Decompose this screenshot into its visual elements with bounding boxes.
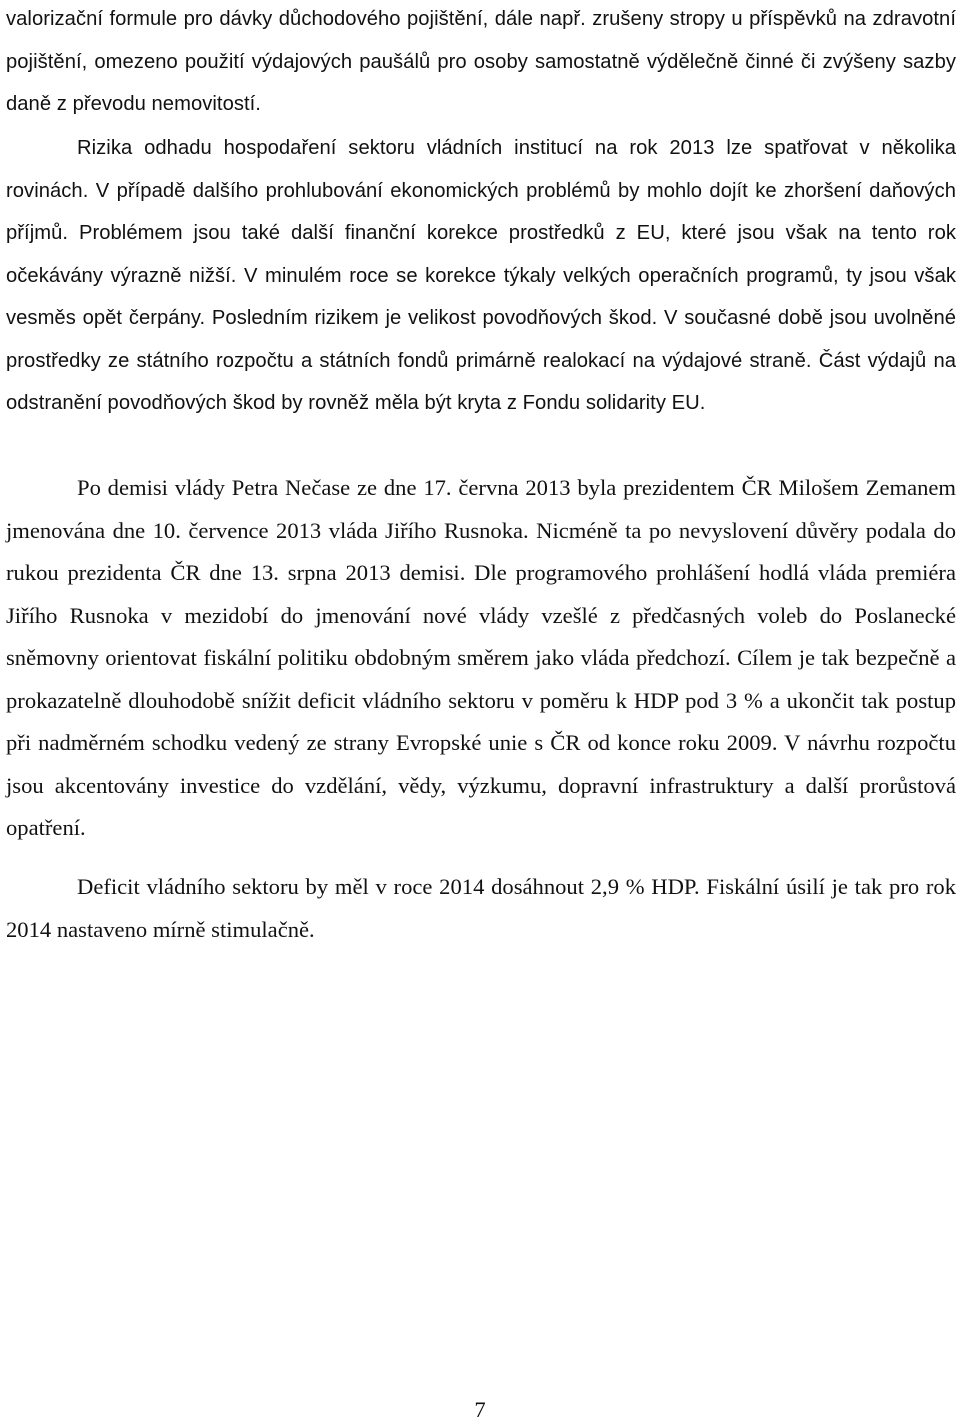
page-number: 7 bbox=[474, 1397, 486, 1422]
paragraph-deficit-2014: Deficit vládního sektoru by měl v roce 2014 dosáhnout 2,9 % HDP. Fiskální úsilí je tak pro rok 2014 nastaveno mírně stimulačně. bbox=[6, 874, 956, 942]
paragraph-risks-2013: Rizika odhadu hospodaření sektoru vládních institucí na rok 2013 lze spatřovat v několika rovinách. V případě dalšího prohlubování ekonomických problémů by mohlo dojít ke zhoršení daňových příjmů. Problémem jsou také další finanční korekce prostředků z EU, které jsou však na tento rok očekávány výrazně nižší. V minulém roce se korekce týkaly velkých operačních programů, ty jsou však vesměs opět čerpány. Posledním rizikem je velikost povodňových škod. V současné době jsou uvolněné prostředky ze státního rozpočtu a státních fondů primárně realokací na výdajové straně. Část výdajů na odstranění povodňových škod by rovněž měla být kryta z Fondu solidarity EU. bbox=[6, 137, 956, 414]
paragraph-government-resignation: Po demisi vlády Petra Nečase ze dne 17. června 2013 byla prezidentem ČR Milošem Zemanem jmenována dne 10. července 2013 vláda Jiřího Rusnoka. Nicméně ta po nevyslovení důvěry podala do rukou prezidenta ČR dne 13. srpna 2013 demisi. Dle programového prohlášení hodlá vláda premiéra Jiřího Rusnoka v mezidobí do jmenování nové vlády vzešlé z předčasných voleb do Poslanecké sněmovny orientovat fiskální politiku obdobným směrem jako vláda předchozí. Cílem je tak bezpečně a prokazatelně dlouhodobě snížit deficit vládního sektoru v poměru k HDP pod 3 % a ukončit tak postup při nadměrném schodku vedený ze strany Evropské unie s ČR od konce roku 2009. V návrhu rozpočtu jsou akcentovány investice do vzdělání, vědy, výzkumu, dopravní infrastruktury a další prorůstová opatření. bbox=[6, 475, 956, 840]
paragraph-pension-valorization: valorizační formule pro dávky důchodového pojištění, dále např. zrušeny stropy u příspěvků na zdravotní pojištění, omezeno použití výdajových paušálů pro osoby samostatně výdělečně činné či zvýšeny sazby daně z převodu nemovitostí. bbox=[6, 8, 956, 115]
